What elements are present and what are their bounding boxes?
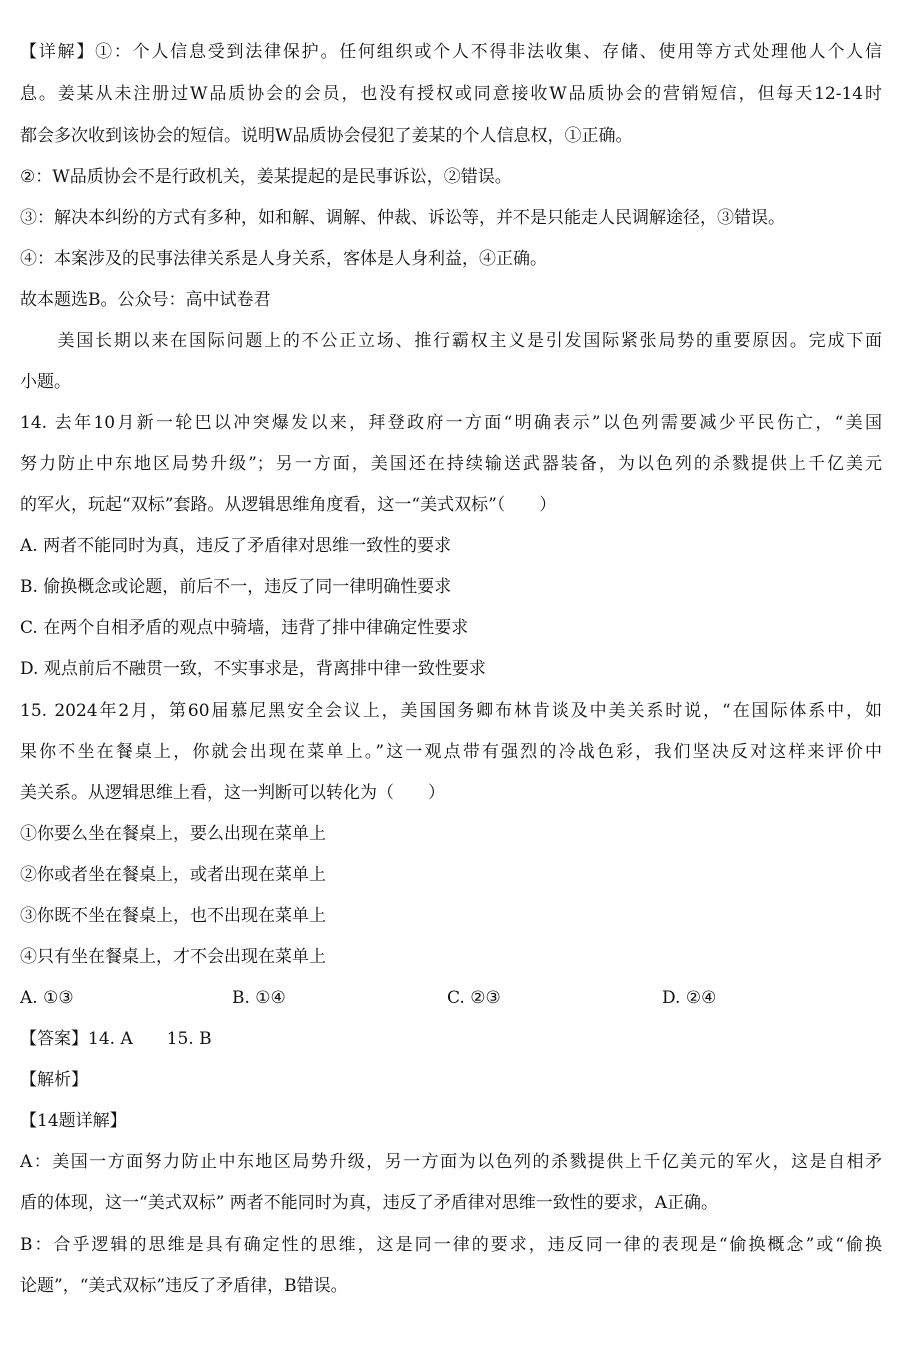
text-line: 美国长期以来在国际问题上的不公正立场、推行霸权主义是引发国际紧张局势的重要原因。完成下面 — [20, 331, 882, 351]
question-14-stem: 努力防止中东地区局势升级”；另一方面，美国还在持续输送武器装备，为以色列的杀戮提供上千亿美元 — [20, 454, 882, 474]
question-14-stem: 的军火，玩起“双标”套路。从逻辑思维角度看，这一“美式双标”（ ） — [20, 495, 557, 515]
text-line: ③：解决本纠纷的方式有多种，如和解、调解、仲裁、诉讼等，并不是只能走人民调解途径，③错误。 — [20, 208, 785, 228]
question-15-statement: ④只有坐在餐桌上，才不会出现在菜单上 — [20, 947, 326, 967]
text-line: 小题。 — [20, 372, 71, 392]
question-14-stem: 14. 去年10月新一轮巴以冲突爆发以来，拜登政府一方面“明确表示”以色列需要减少平民伤亡，“美国 — [20, 413, 882, 433]
question-14-detail-heading: 【14题详解】 — [20, 1111, 127, 1131]
question-15-statement: ①你要么坐在餐桌上，要么出现在菜单上 — [20, 824, 326, 844]
text-line: ②：W品质协会不是行政机关，姜某提起的是民事诉讼，②错误。 — [20, 167, 512, 187]
text-line: 【详解】①：个人信息受到法律保护。任何组织或个人不得非法收集、存储、使用等方式处理他人个人信 — [20, 42, 882, 62]
question-14-option-b: B. 偷换概念或论题，前后不一，违反了同一律明确性要求 — [20, 577, 452, 597]
question-14-option-c: C. 在两个自相矛盾的观点中骑墙，违背了排中律确定性要求 — [20, 618, 469, 638]
question-14-option-a: A. 两者不能同时为真，违反了矛盾律对思维一致性的要求 — [20, 536, 452, 556]
question-15-option-b: B. ①④ — [232, 988, 286, 1008]
question-15-option-a: A. ①③ — [20, 988, 74, 1008]
text-line: 论题”，“美式双标”违反了矛盾律，B错误。 — [20, 1276, 348, 1296]
question-15-option-c: C. ②③ — [447, 988, 501, 1008]
question-15-option-d: D. ②④ — [662, 988, 717, 1008]
text-line: B：合乎逻辑的思维是具有确定性的思维，这是同一律的要求，违反同一律的表现是“偷换概念”或“偷换 — [20, 1235, 882, 1255]
text-line: ④：本案涉及的民事法律关系是人身关系，客体是人身利益，④正确。 — [20, 249, 547, 269]
question-15-statement: ②你或者坐在餐桌上，或者出现在菜单上 — [20, 865, 326, 885]
answer-line: 【答案】14. A 15. B — [20, 1029, 212, 1049]
question-14-option-d: D. 观点前后不融贯一致，不实事求是，背离排中律一致性要求 — [20, 659, 486, 679]
question-15-statement: ③你既不坐在餐桌上，也不出现在菜单上 — [20, 906, 326, 926]
text-line: 故本题选B。公众号：高中试卷君 — [20, 290, 271, 310]
question-15-stem: 15. 2024年2月，第60届慕尼黑安全会议上，美国国务卿布林肯谈及中美关系时说，“在国际体系中，如 — [20, 701, 882, 721]
question-15-stem: 美关系。从逻辑思维上看，这一判断可以转化为（ ） — [20, 783, 445, 803]
text-line: 盾的体现，这一“美式双标” 两者不能同时为真，违反了矛盾律对思维一致性的要求，A正确。 — [20, 1193, 719, 1213]
text-line: 息。姜某从未注册过W品质协会的会员，也没有授权或同意接收W品质协会的营销短信，但每天12-14时 — [20, 84, 882, 104]
analysis-heading: 【解析】 — [20, 1070, 88, 1090]
question-15-stem: 果你不坐在餐桌上，你就会出现在菜单上。”这一观点带有强烈的冷战色彩，我们坚决反对这样来评价中 — [20, 742, 882, 762]
text-line: A：美国一方面努力防止中东地区局势升级，另一方面为以色列的杀戮提供上千亿美元的军火，这是自相矛 — [20, 1152, 882, 1172]
text-line: 都会多次收到该协会的短信。说明W品质协会侵犯了姜某的个人信息权，①正确。 — [20, 126, 633, 146]
